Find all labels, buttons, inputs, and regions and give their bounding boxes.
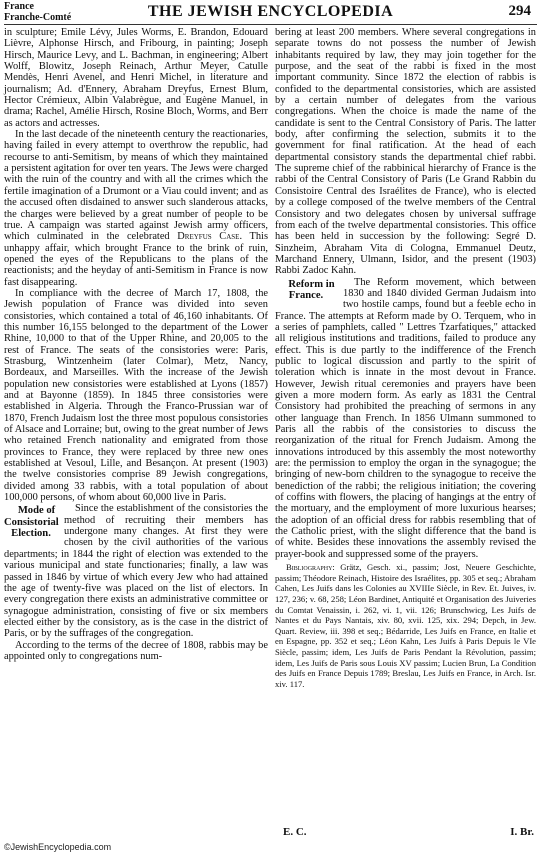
paragraph-rabbinical-hierarchy: bering at least 200 members. Where several congregations in separate towns do not possess the number of Jewish inhabitants required by law, they may join together for the purpose, and the seat of the rabbi is fixed in the most important community. Since 1872 the election of rabbis is confided to the departmental consistories, which are assisted by a certain number of delegates from the various congregations. When the choice is made the name of the candidate is sent to the Central Consistory of Paris. The latter body, after confirming the selection, submits it to the government for final ratification. At the head of each departmental consistory stands the departmental chief rabbi. The supreme chief of the rabbinical hierarchy of France is the rabbi of the Central Consistory of Paris (Le Grand Rabbin du Consistoire Central des Israélites de France), who is elected by a college composed of the twelve members of the Central Consistory and two delegates chosen by universal suffrage from each of the twelve departmental consistories. This office has been held in succession by the following: Segré D. Sinzheim, Abraham Vita di Cologna, Emmanuel Deutz, Marchand Ennery, Ulmann, Isidor, and the present (1903) Rabbi Zadoc Kahn. (275, 27, 536, 277)
bibliography (275, 562, 536, 689)
right-column (275, 27, 536, 689)
paragraph-artists: in sculpture; Emile Lévy, Jules Worms, E. Brandon, Edouard Lièvre, Alphonse Hirsch, and Fribourg, in painting; Joseph Hirsch, Maurice Levy, and L. Bachman, in engineering; Albert Wolff, Blowitz, Joseph Reinach, Arthur Meyer, Catulle Mendès, Henri Avenel, and Henri Michel, in literature and journalism; Ad. d'Ennery, Abraham Dreyfus, Ernest Blum, Hector Crémieux, Albin Valabrègue, and Eugène Manuel, in drama; Rachel, Amélie Hirsch, Rosine Bloch, Worms, and Berr as actors and actresses. (4, 27, 268, 129)
header-rule (4, 24, 537, 25)
bibliography-text: Grätz, Gesch. xi., passim; Jost, Neuere Geschichte, passim; Théodore Reinach, Histoire des Israélites, pp. 305 et seq.; Abraham Cahen, Les Juifs dans les Colonies au XVIIIe Siècle, in Rev. Et. Juives, iv. 127, 236; v. 68, 258; Léon Bardinet, Antiquité et Organisation des Juiveries du Comtat Venaissin, i. 262, vi. 1, vii. 126; Brunschwicg, Les Juifs de Nantes et du Pays Nantais, xiv. 80, xvii. 125, xix. 294; Depch, in Jew. Quart. Review, iii. 398 et seq.; Bédarride, Les Juifs en France, en Italie et en Espagne, pp. 352 et seq.; Léon Kahn, Les Juifs à Paris Depuis le VIe Siècle, passim; idem, Les Juifs de Paris Pendant la Révolution, passim; idem, Les Juifs de Paris sous Louis XV passim; Lucien Brun, La Condition des Juifs en France Depuis 1789; Breslau, Les Juifs en France, in Arch. Isr. xiv. 117. (275, 562, 536, 689)
side-heading-reform: Reform in France. (288, 278, 335, 302)
bibliography-label: Bibliography: (286, 562, 335, 573)
running-head-line2: Franche-Comté (4, 12, 72, 23)
paragraph-anti-semitism (4, 129, 268, 288)
paragraph-election-text: Since the establishment of the consistories the method of recruiting their members has undergone many changes. At first they were chosen by the civil authorities of the various departments; in 1844 the right of election was extended to the various municipal and state functionaries; finally, a law was passed in 1846 by virtue of which every Jew who had attained the age of twenty-five was placed on the list of electors. In every congregation there exists an administrative committee or synagogue administration, consisting of five or six members elected either by the consistory, as is the case in the district of Paris, or by the suffrages of the congregation. (4, 503, 268, 640)
page-header (0, 0, 541, 24)
running-head-line1: France (4, 1, 34, 12)
paragraph-reform-text: The Reform movement, which between 1830 and 1840 divided German Judaism into two hostile camps, found but a feeble echo in France. The attempts at Reform made by O. Terquem, who in a series of pamphlets, called " Lettres Tzarfatiques," attacked all religious institutions and traditions, failed to produce any effect. This is due partly to the indifference of the French public to logical discussion and partly to the spirit of toleration which is innate in the most devout in France. However, Jewish ritual ceremonies and prayers have been given a more modern form. As early as 1831 the Central Consistory had prohibited the preaching of sermons in any other language than French. In 1856 Ulmann summoned to Paris all the rabbis of the consistories to discuss the reorganization of the ritual for French Judaism. Among the innovations introduced by this assembly the most noteworthy are: the permission to employ the organ in the synagogue; the bringing of new-born children to the synagogue to receive the benediction of the rabbi; the religious initiation; the covering of coffins with flowers, the placing of hangings at the entry of the mortuary, and the employment of more luxurious hearses; the adoption of an official dress for rabbis resembling that of the Catholic priest, with the slight difference that the band is of white. Besides these innovations the assembly revised the prayer-book and suppressed some of the prayers. (275, 276, 536, 560)
page-number: 294 (508, 3, 531, 19)
paragraph-anti-semitism-text-2: . This unhappy affair, which brought France to the brink of ruin, opened the eyes of the Republicans to the plans of the reactionists; and the heyday of anti-Semitism in France is now fast disappearing. (4, 231, 268, 288)
paragraph-rabbis: According to the terms of the decree of 1808, rabbis may be appointed only to congregations num- (4, 639, 268, 662)
watermark: ©JewishEncyclopedia.com (4, 842, 112, 852)
signature-left: E. C. (283, 826, 307, 838)
paragraph-reform (275, 277, 536, 561)
paragraph-election (4, 503, 268, 639)
left-column (4, 27, 268, 662)
paragraph-anti-semitism-text-1: In the last decade of the nineteenth century the reactionaries, having failed in every attempt to overthrow the republic, had recourse to anti-Semitism, by means of which they maintained a persistent agitation for over ten years. The Jews were charged with the ruin of the country and with all the crimes which the fertile imagination of a Drumont or a Viau could invent; and as the accused often disdained to answer such slanderous attacks, the charges were believed by a great number of people to be true. A campaign was started against Jewish army officers, which culminated in the celebrated (4, 129, 268, 243)
dreyfus-case-link[interactable]: Dreyfus Case (177, 231, 240, 243)
running-title: THE JEWISH ENCYCLOPEDIA (147, 3, 394, 20)
signature-right: I. Br. (510, 826, 534, 838)
side-heading-mode-of-election: Mode of Consistorial Election. (4, 505, 59, 540)
paragraph-consistories: In compliance with the decree of March 17, 1808, the Jewish population of France was divided into seven consistories, which contained a total of 46,160 inhabitants. Of this number 16,155 belonged to the department of the Lower Rhine, 10,000 to that of the Upper Rhine, and 20,005 to the rest of France. The seats of the consistories were: Paris, Strasburg, Wintzenheim (later Colmar), Metz, Nancy, Bordeaux, and Marseilles. With the increase of the Jewish population new consistories were established at Lyons (1857) and at Bayonne (1859). In 1845 three consistories were established in Algeria. Through the Franco-Prussian war of 1870, French Judaism lost the three most populous consistories of Alsace and Lorraine; but, owing to the great number of Jews who retained French nationality and emigrated from those provinces to France, they were replaced by three new ones established at Vesoul, Lille, and Besançon. At present (1903) the twelve consistories comprise 89 Jewish congregations, divided among 33 rabbis, with a total population of about 100,000 persons, of whom about 60,000 live in Paris. (4, 287, 268, 504)
